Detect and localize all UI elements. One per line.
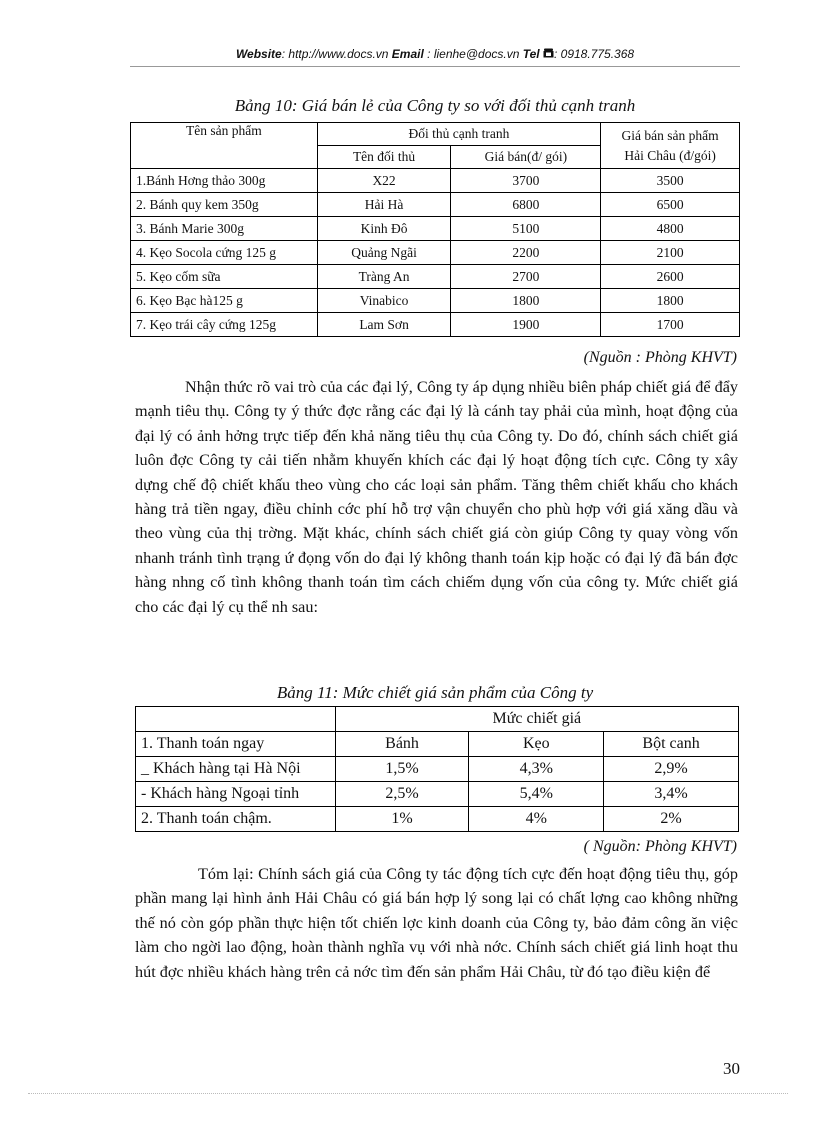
- paragraph-conclusion: Tóm lại: Chính sách giá của Công ty tác động tích cực đến hoạt động tiêu thụ, góp phần mang lại hình ảnh Hải Châu có giá bán hợp lý song lại có chất lợng cao không những thế nó còn góp phần thực hiện tốt chiến lợc kinh doanh của Công ty, bảo đảm công ăn việc làm cho ngời lao động, hoàn thành nghĩa vụ với nhà nớc. Chính sách chiết giá linh hoạt thu hút đợc nhiều khách hàng trên cả nớc tìm đến sản phẩm Hải Châu, từ đó tạo điều kiện để: [135, 865, 738, 981]
- table-row: [131, 169, 740, 193]
- table11-caption: Bảng 11: Mức chiết giá sản phẩm của Công ty: [276, 683, 594, 702]
- cell-haichau-price: 2600: [601, 265, 740, 289]
- table-row: [136, 782, 739, 807]
- th-haichau-price-line2: Hải Châu (đ/gói): [624, 147, 716, 163]
- tel-label: Tel: [522, 47, 540, 61]
- page-bottom-border: [28, 1093, 788, 1094]
- cell-product: 4. Kẹo Socola cứng 125 g: [131, 241, 318, 265]
- cell-haichau-price: 1700: [601, 313, 740, 337]
- table10-caption: Bảng 10: Giá bán lẻ của Công ty so với đối thủ cạnh tranh: [234, 96, 636, 115]
- tel-value: : 0918.775.368: [553, 47, 635, 61]
- cell-row-label: 1. Thanh toán ngay: [136, 732, 336, 757]
- cell-product: 5. Kẹo cốm sữa: [131, 265, 318, 289]
- th-bot-canh: Bột canh: [604, 732, 739, 757]
- cell-rate: 3,4%: [604, 782, 739, 807]
- cell-competitor: Vinabico: [317, 289, 451, 313]
- table11-source: ( Nguồn: Phòng KHVT): [583, 838, 737, 855]
- cell-rate: 4,3%: [469, 757, 604, 782]
- cell-product: 2. Bánh quy kem 350g: [131, 193, 318, 217]
- cell-haichau-price: 2100: [601, 241, 740, 265]
- email-label: Email: [391, 47, 424, 61]
- table-row: [131, 217, 740, 241]
- cell-competitor: Kinh Đô: [317, 217, 451, 241]
- email-value[interactable]: : lienhe@docs.vn: [427, 47, 520, 61]
- cell-competitor-price: 2700: [451, 265, 601, 289]
- table11-discount-rates: [135, 706, 739, 832]
- cell-competitor: Tràng An: [317, 265, 451, 289]
- cell-competitor-price: 2200: [451, 241, 601, 265]
- cell-competitor-price: 1800: [451, 289, 601, 313]
- table-row: [131, 289, 740, 313]
- cell-competitor-price: 5100: [451, 217, 601, 241]
- cell-rate: 2%: [604, 807, 739, 832]
- th-competitor-name: Tên đối thủ: [317, 146, 451, 169]
- th-product: Tên sản phẩm: [131, 123, 318, 169]
- th-keo: Kẹo: [469, 732, 604, 757]
- cell-rate: 4%: [469, 807, 604, 832]
- th-haichau-price: [601, 123, 740, 169]
- cell-row-label: _ Khách hàng tại Hà Nội: [136, 757, 336, 782]
- table-row: [131, 193, 740, 217]
- cell-rate: 1%: [335, 807, 469, 832]
- cell-competitor: Quảng Ngãi: [317, 241, 451, 265]
- th-competitor-price: Giá bán(đ/ gói): [451, 146, 601, 169]
- website-label: Website: [235, 47, 282, 61]
- cell-competitor: Hải Hà: [317, 193, 451, 217]
- phone-icon: [543, 47, 554, 61]
- cell-rate: 2,5%: [335, 782, 469, 807]
- cell-rate: 1,5%: [335, 757, 469, 782]
- table-row: [131, 241, 740, 265]
- empty-corner-cell: [136, 707, 336, 732]
- cell-haichau-price: 1800: [601, 289, 740, 313]
- cell-row-label: - Khách hàng Ngoại tỉnh: [136, 782, 336, 807]
- table-row: [131, 265, 740, 289]
- cell-haichau-price: 4800: [601, 217, 740, 241]
- cell-rate: 2,9%: [604, 757, 739, 782]
- cell-product: 7. Kẹo trái cây cứng 125g: [131, 313, 318, 337]
- cell-competitor: X22: [317, 169, 451, 193]
- cell-product: 3. Bánh Marie 300g: [131, 217, 318, 241]
- cell-row-label: 2. Thanh toán chậm.: [136, 807, 336, 832]
- cell-product: 6. Kẹo Bạc hà125 g: [131, 289, 318, 313]
- table-row: [131, 313, 740, 337]
- th-haichau-price-line1: Giá bán sản phẩm: [621, 127, 719, 143]
- cell-competitor-price: 1900: [451, 313, 601, 337]
- table-row: [136, 732, 739, 757]
- cell-rate: 5,4%: [469, 782, 604, 807]
- table-row: [136, 757, 739, 782]
- paragraph-discount-policy: Nhận thức rõ vai trò của các đại lý, Công ty áp dụng nhiều biên pháp chiết giá để đẩy mạnh tiêu thụ. Công ty ý thức đợc rằng các đại lý là cánh tay phải của mình, hoạt động của đại lý có ảnh hởng trực tiếp đến khả năng tiêu thụ của Công ty. Do đó, chính sách chiết giá luôn đợc Công ty cải tiến nhằm khuyến khích các đại lý hoạt động tích cực. Công ty xây dựng chế độ chiết khấu theo vùng cho các loại sản phẩm. Tăng thêm chiết khấu cho khách hàng trả tiền ngay, điều chỉnh cớc phí hỗ trợ vận chuyển cho phù hợp với giá xăng dầu và theo vùng của thị trờng. Mặt khác, chính sách chiết giá còn giúp Công ty quay vòng vốn nhanh tránh tình trạng ứ đọng vốn do đại lý không thanh toán kịp hoặc có đại lý đã bán đợc hàng nhng cố tình không thanh toán tìm cách chiếm dụng vốn của công ty. Mức chiết giá cho các đại lý cụ thể nh sau:: [135, 378, 738, 616]
- table10-competitor-prices: [130, 122, 740, 337]
- cell-product: 1.Bánh Hơng thảo 300g: [131, 169, 318, 193]
- th-competitor-group: Đối thủ cạnh tranh: [317, 123, 601, 146]
- header-divider: [130, 66, 740, 67]
- website-value[interactable]: : http://www.docs.vn: [281, 47, 389, 61]
- th-banh: Bánh: [335, 732, 469, 757]
- th-discount-group: Mức chiết giá: [335, 707, 738, 732]
- table-row: [136, 807, 739, 832]
- cell-competitor-price: 6800: [451, 193, 601, 217]
- table10-source: (Nguồn : Phòng KHVT): [583, 349, 737, 366]
- cell-competitor-price: 3700: [451, 169, 601, 193]
- cell-haichau-price: 6500: [601, 193, 740, 217]
- cell-competitor: Lam Sơn: [317, 313, 451, 337]
- cell-haichau-price: 3500: [601, 169, 740, 193]
- page-number: 30: [723, 1059, 740, 1078]
- page-header: [130, 47, 740, 61]
